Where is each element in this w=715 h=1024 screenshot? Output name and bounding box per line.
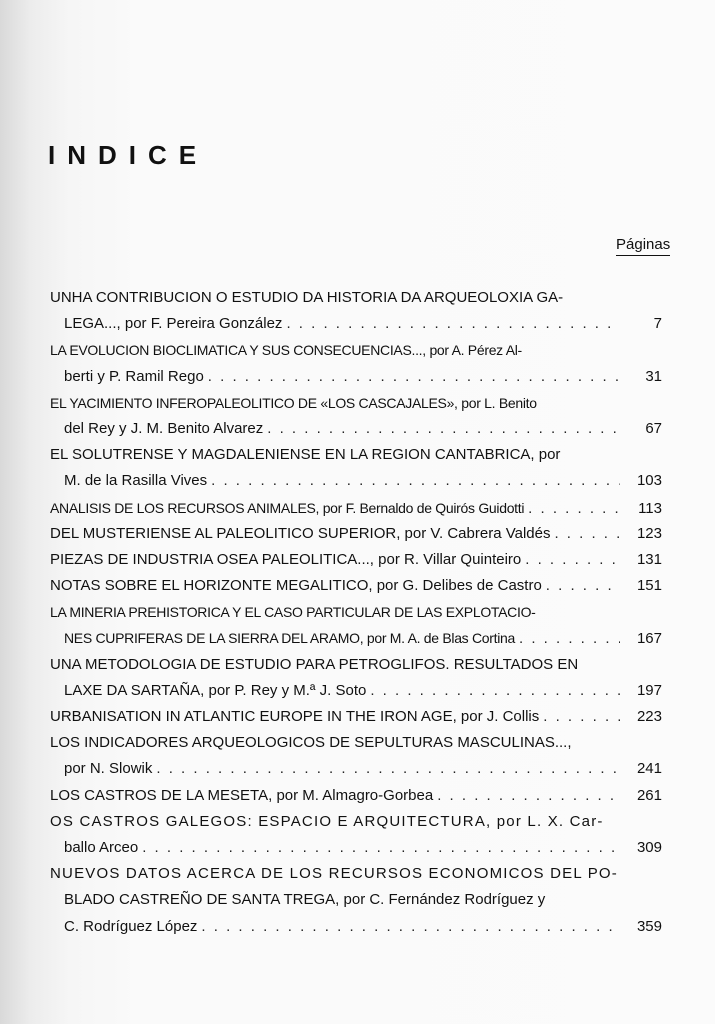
toc-entry <box>50 442 662 494</box>
toc-entry <box>50 652 662 704</box>
toc-entry <box>50 495 662 521</box>
leader-dots <box>437 783 620 809</box>
entry-title-continuation: BLADO CASTREÑO DE SANTA TREGA, por C. Fernández Rodríguez y <box>64 891 546 909</box>
page-number: 359 <box>636 917 662 935</box>
entry-title: OS CASTROS GALEGOS: ESPACIO E ARQUITECTURA, por L. X. Car- <box>50 812 604 830</box>
leader-dots <box>554 521 620 547</box>
entry-title-continuation: berti y P. Ramil Rego <box>64 367 204 385</box>
toc-entry <box>50 390 662 442</box>
toc-entry <box>50 573 662 599</box>
page-number: 167 <box>636 630 662 648</box>
entry-title-continuation: NES CUPRIFERAS DE LA SIERRA DEL ARAMO, por M. A. de Blas Cortina <box>64 630 515 647</box>
page-number: 67 <box>645 419 662 437</box>
entry-title: DEL MUSTERIENSE AL PALEOLITICO SUPERIOR, por V. Cabrera Valdés <box>50 524 551 542</box>
pages-column-header: Páginas <box>616 236 670 256</box>
toc-entry <box>50 599 662 651</box>
entry-title-continuation: LEGA..., por F. Pereira González <box>64 315 283 333</box>
entry-title: NUEVOS DATOS ACERCA DE LOS RECURSOS ECONOMICOS DEL PO- <box>50 865 618 883</box>
page-number: 31 <box>645 367 662 385</box>
entry-title: UNA METODOLOGIA DE ESTUDIO PARA PETROGLIFOS. RESULTADOS EN <box>50 655 579 673</box>
entry-title-continuation: M. de la Rasilla Vives <box>64 472 208 490</box>
page-number: 123 <box>636 524 662 542</box>
toc-entry <box>50 809 662 861</box>
page-number: 197 <box>636 681 662 699</box>
entry-title-continuation: del Rey y J. M. Benito Alvarez <box>64 419 264 437</box>
entry-title: EL YACIMIENTO INFEROPALEOLITICO DE «LOS CASCAJALES», por L. Benito <box>50 394 537 411</box>
page-number: 223 <box>636 708 662 725</box>
leader-dots <box>201 914 620 940</box>
page-title: INDICE <box>48 140 209 170</box>
entry-title: LOS CASTROS DE LA MESETA, por M. Almagro-Gorbea <box>50 786 434 804</box>
page-number: 261 <box>636 786 662 804</box>
page-number: 309 <box>636 838 662 856</box>
leader-dots <box>519 626 620 652</box>
page-number: 103 <box>636 472 662 490</box>
page-number: 151 <box>636 577 662 595</box>
toc-entry <box>50 521 662 547</box>
entry-title: EL SOLUTRENSE Y MAGDALENIENSE EN LA REGION CANTABRICA, por <box>50 446 561 464</box>
page-number: 131 <box>636 550 662 568</box>
leader-dots <box>208 364 620 390</box>
page-number: 113 <box>638 499 662 517</box>
toc-entry <box>50 861 662 940</box>
leader-dots <box>370 678 620 704</box>
table-of-contents <box>50 285 662 940</box>
leader-dots <box>543 704 620 730</box>
entry-title: UNHA CONTRIBUCION O ESTUDIO DA HISTORIA DA ARQUEOLOXIA GA- <box>50 289 564 306</box>
entry-title: ANALISIS DE LOS RECURSOS ANIMALES, por F. Bernaldo de Quirós Guidotti <box>50 499 525 516</box>
toc-entry <box>50 337 662 389</box>
leader-dots <box>546 573 620 599</box>
leader-dots <box>525 547 620 573</box>
entry-title: PIEZAS DE INDUSTRIA OSEA PALEOLITICA..., por R. Villar Quinteiro <box>50 550 522 568</box>
toc-entry <box>50 704 662 730</box>
entry-title: URBANISATION IN ATLANTIC EUROPE IN THE IRON AGE, por J. Collis <box>50 708 540 725</box>
entry-title: LA EVOLUCION BIOCLIMATICA Y SUS CONSECUENCIAS..., por A. Pérez Al- <box>50 342 522 359</box>
page-number: 241 <box>636 760 662 778</box>
entry-title-continuation: por N. Slowik <box>64 760 153 778</box>
entry-title: LOS INDICADORES ARQUEOLOGICOS DE SEPULTURAS MASCULINAS..., <box>50 734 572 752</box>
entry-title-continuation: LAXE DA SARTAÑA, por P. Rey y M.ª J. Soto <box>64 681 367 699</box>
leader-dots <box>142 835 620 861</box>
toc-entry <box>50 285 662 337</box>
page-number: 7 <box>653 315 662 333</box>
entry-title: LA MINERIA PREHISTORICA Y EL CASO PARTICULAR DE LAS EXPLOTACIO- <box>50 604 536 621</box>
leader-dots <box>267 416 620 442</box>
toc-entry <box>50 730 662 782</box>
leader-dots <box>528 496 620 522</box>
leader-dots <box>286 311 620 337</box>
leader-dots <box>211 468 620 494</box>
entry-title-continuation: ballo Arceo <box>64 838 139 856</box>
toc-entry <box>50 783 662 809</box>
leader-dots <box>156 756 620 782</box>
entry-title-continuation: C. Rodríguez López <box>64 917 198 935</box>
entry-title: NOTAS SOBRE EL HORIZONTE MEGALITICO, por G. Delibes de Castro <box>50 577 542 595</box>
toc-entry <box>50 547 662 573</box>
